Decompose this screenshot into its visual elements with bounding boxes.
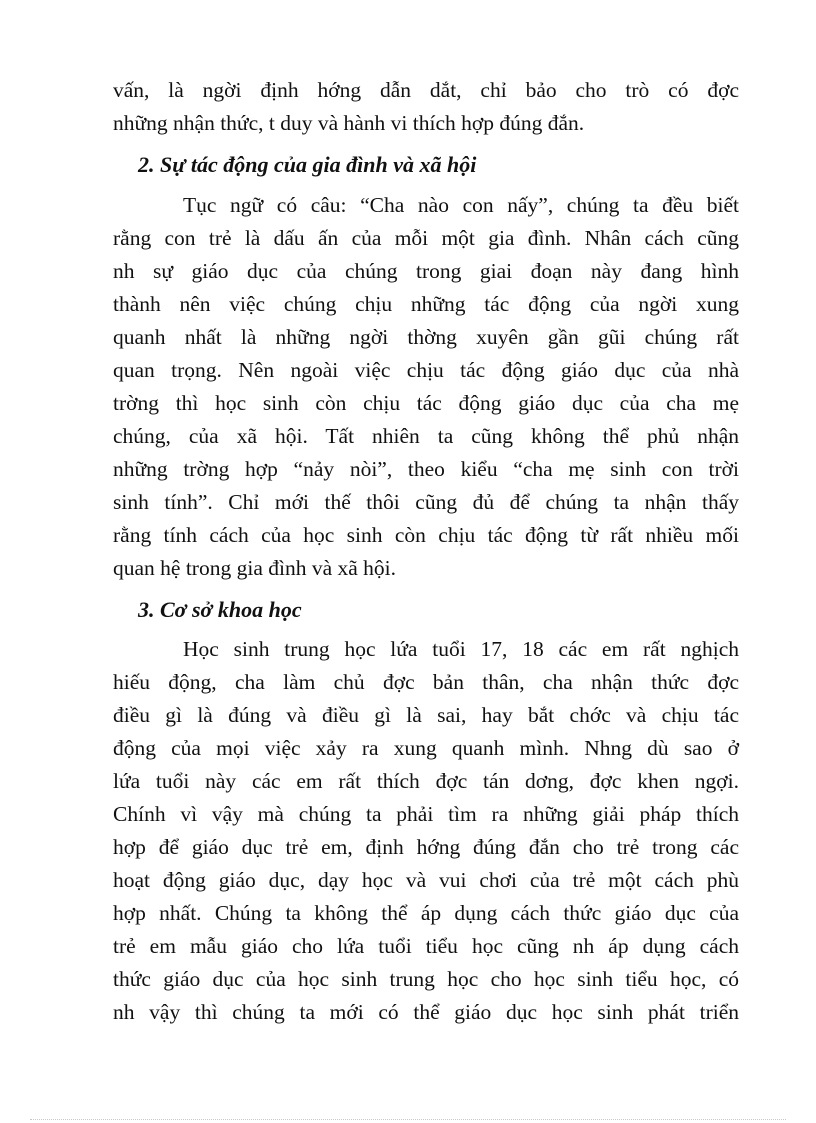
section-heading: 3. Cơ sở khoa học (138, 597, 302, 622)
body-text-line: động của mọi việc xảy ra xung quanh mình. Nhng dù sao ở (113, 736, 739, 760)
body-text-line: trờng thì học sinh còn chịu tác động giáo dục của cha mẹ (113, 391, 739, 415)
body-text-line: quan trọng. Nên ngoài việc chịu tác động giáo dục của nhà (113, 358, 739, 382)
body-text-line: rằng con trẻ là dấu ấn của mỗi một gia đình. Nhân cách cũng (113, 226, 739, 250)
body-text-line: vấn, là ngời định hớng dẫn dắt, chỉ bảo cho trò có đợc (113, 78, 739, 102)
body-text-line: rằng tính cách của học sinh còn chịu tác động từ rất nhiều mối (113, 523, 739, 547)
body-text-line: Tục ngữ có câu: “Cha nào con nấy”, chúng ta đều biết (183, 193, 739, 217)
body-text-line: lứa tuổi này các em rất thích đợc tán dơng, đợc khen ngợi. (113, 769, 739, 793)
body-text-line: hoạt động giáo dục, dạy học và vui chơi của trẻ một cách phù (113, 868, 739, 892)
body-text-line: những trờng hợp “nảy nòi”, theo kiểu “cha mẹ sinh con trời (113, 457, 739, 481)
body-text-line: hiếu động, cha làm chủ đợc bản thân, cha nhận thức đợc (113, 670, 739, 694)
body-text-line: hợp nhất. Chúng ta không thể áp dụng cách thức giáo dục của (113, 901, 739, 925)
page-bottom-divider (30, 1119, 786, 1120)
body-text-line: hợp để giáo dục trẻ em, định hớng đúng đắn cho trẻ trong các (113, 835, 739, 859)
body-text-line: sinh tính”. Chỉ mới thế thôi cũng đủ để chúng ta nhận thấy (113, 490, 739, 514)
body-text-line: Học sinh trung học lứa tuổi 17, 18 các em rất nghịch (183, 637, 739, 661)
body-text-line: quan hệ trong gia đình và xã hội. (113, 556, 397, 580)
body-text-line: thức giáo dục của học sinh trung học cho học sinh tiểu học, có (113, 967, 739, 991)
body-text-line: Chính vì vậy mà chúng ta phải tìm ra những giải pháp thích (113, 802, 739, 826)
body-text-line: trẻ em mẫu giáo cho lứa tuổi tiểu học cũng nh áp dụng cách (113, 934, 739, 958)
body-text-line: chúng, của xã hội. Tất nhiên ta cũng không thể phủ nhận (113, 424, 739, 448)
body-text-line: điều gì là đúng và điều gì là sai, hay bắt chớc và chịu tác (113, 703, 739, 727)
body-text-line: quanh nhất là những ngời thờng xuyên gần gũi chúng rất (113, 325, 739, 349)
body-text-line: nh sự giáo dục của chúng trong giai đoạn này đang hình (113, 259, 739, 283)
body-text-line: những nhận thức, t duy và hành vi thích hợp đúng đắn. (113, 111, 585, 135)
body-text-line: thành nên việc chúng chịu những tác động của ngời xung (113, 292, 739, 316)
body-text-line: nh vậy thì chúng ta mới có thể giáo dục học sinh phát triển (113, 1000, 739, 1024)
section-heading: 2. Sự tác động của gia đình và xã hội (138, 152, 477, 177)
